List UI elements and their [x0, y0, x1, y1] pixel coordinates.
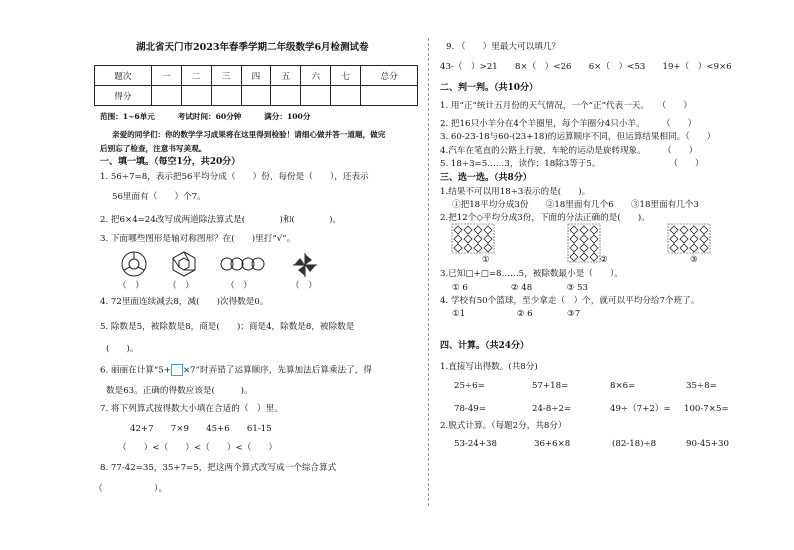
answer-paren[interactable]: （ ） — [291, 281, 317, 291]
intro-line: 亲爱的同学们：你的数学学习成果将在这里得到检验！请细心做并答一道题，做完 — [112, 130, 386, 139]
question-5: 5. 除数是5，被除数是8，商是( )；商是4，除数是8，被除数是 — [100, 322, 355, 332]
score-header-cell: 一 — [151, 66, 181, 86]
question-7: 7. 将下列算式按得数大小填在合适的（ ）里。 — [100, 404, 283, 414]
section-4-title: 四、计算。（共24分） — [440, 341, 530, 351]
question-8-cont[interactable]: （ ）。 — [94, 484, 168, 494]
judge-item: 4.汽车在笔直的公路上行驶，车轮的运动是旋转现象。 （ ） — [440, 146, 698, 156]
score-table-header-row — [95, 66, 418, 86]
column-divider — [428, 38, 430, 506]
question-1-cont: 56里面有（ ）个7。 — [112, 192, 206, 202]
diamond-shape — [680, 226, 688, 234]
blank-box-icon — [171, 364, 183, 376]
calc-item: 100-7×5= — [684, 404, 729, 414]
score-table — [94, 65, 418, 106]
question-2: 2. 把6×4=24改写成两道除法算式是( )和( )。 — [100, 215, 342, 225]
judge-item: 1. 用“正”统计五月份的天气情况，一个“正”代表一天。 （ ） — [440, 101, 692, 111]
score-cell[interactable] — [361, 86, 418, 106]
diamond-shape — [484, 226, 492, 234]
exam-info: 范围：1~6单元 考试时间：60分钟 满分：100分 — [100, 112, 311, 121]
diamond-shape — [570, 235, 578, 243]
circle-trisected-icon — [120, 250, 148, 278]
diamond-shape — [570, 253, 578, 261]
question-8: 8. 77-42=35，35+7=5，把这两个算式改写成一个综合算式 — [100, 463, 337, 473]
calc-item: 25÷6= — [454, 381, 485, 391]
answer-paren[interactable]: （ ） — [118, 281, 144, 291]
diamond-shape — [464, 226, 472, 234]
diamond-shape — [590, 235, 598, 243]
calc-item: 24-8÷2= — [532, 404, 572, 414]
diamond-shape — [690, 235, 698, 243]
diamond-shape — [474, 244, 482, 252]
section-3-title: 三、选一选。（共8分） — [440, 173, 532, 183]
question-3: 3. 下面哪些图形是轴对称图形？在( )里打“√”。 — [100, 234, 296, 244]
calc-item: 8×6= — [610, 381, 636, 391]
choice-options: ① 6 ② 48 ③ 53 — [452, 283, 588, 293]
judge-item: 3. 60-23-18与60-(23+18)的运算顺序不同，但运算结果相同。（ ） — [440, 132, 716, 142]
score-header-cell: 六 — [301, 66, 331, 86]
option-label: ② — [600, 255, 608, 265]
diamond-shape — [580, 226, 588, 234]
diamond-shape — [580, 253, 588, 261]
diamond-shape — [690, 244, 698, 252]
score-cell[interactable] — [181, 86, 211, 106]
diamond-shape — [454, 235, 462, 243]
group-outline — [668, 224, 710, 253]
calc-item: 35÷8= — [686, 381, 717, 391]
diamond-shape — [474, 226, 482, 234]
calc-item: 78-49= — [454, 404, 486, 414]
question-1: 1. 56÷7=8，表示把56平均分成（ ）份，每份是（ ），还表示 — [100, 172, 369, 182]
diamond-shape — [570, 244, 578, 252]
calc-item: 57+18= — [532, 381, 569, 391]
calc-item: 36+6×8 — [534, 439, 571, 449]
score-header-cell: 二 — [181, 66, 211, 86]
judge-item: 2. 把16只小羊分在4个羊圈里，每个羊圈分4只小羊。 （ ） — [440, 119, 697, 129]
choice-question-4: 4. 学校有50个篮球，至少拿走（ ）个，就可以平均分给7个班了。 — [440, 296, 700, 306]
score-header-cell: 七 — [331, 66, 361, 86]
calc-item: 49÷（7+2）= — [610, 404, 671, 414]
page-title: 湖北省天门市2023年春季学期二年级数学6月检测试卷 — [136, 42, 369, 53]
option-label: ③ — [690, 255, 698, 265]
diamond-shape — [580, 235, 588, 243]
choice-question-3: 3.已知□+□=8……5，被除数最小是（ ）。 — [440, 269, 623, 279]
diamond-shape — [570, 226, 578, 234]
diamond-shape — [700, 235, 708, 243]
diamond-shape — [474, 235, 482, 243]
diamond-shape — [700, 226, 708, 234]
diamond-group-3-icon — [666, 222, 736, 272]
question-6 — [100, 364, 372, 376]
diamond-shape — [700, 244, 708, 252]
question-5-cont: ( )。 — [106, 344, 139, 354]
group-outline — [452, 224, 494, 253]
diamond-shape — [464, 235, 472, 243]
score-header-cell: 四 — [241, 66, 271, 86]
score-table-score-row — [95, 86, 418, 106]
diamond-shape — [590, 244, 598, 252]
score-header-cell: 题次 — [95, 66, 152, 86]
score-header-cell: 五 — [271, 66, 301, 86]
choice-question-1: 1.结果不可以用18÷3表示的是( )。 — [440, 187, 591, 197]
question-6-text: ×7”时弄错了运算顺序，先算加法后算乘法了，得 — [182, 365, 372, 376]
score-cell[interactable] — [301, 86, 331, 106]
diamond-shape — [484, 235, 492, 243]
question-7-expressions: 42+7 7×9 45+6 61-15 — [130, 424, 272, 434]
question-6-text: 6. 丽丽在计算“5+ — [100, 365, 171, 376]
score-header-cell: 总分 — [361, 66, 418, 86]
diamond-shape — [670, 226, 678, 234]
score-cell[interactable] — [271, 86, 301, 106]
judge-item: 5. 18÷3=5……3，读作：18除3等于5。 （ ） — [440, 159, 704, 169]
score-cell[interactable] — [331, 86, 361, 106]
calc-item: (82-18)÷8 — [612, 439, 657, 449]
diamond-shape — [454, 244, 462, 252]
question-4: 4. 72里面连续减去8，减( )次得数是0。 — [100, 297, 269, 307]
option-label: ① — [482, 255, 490, 265]
diamond-shape — [680, 244, 688, 252]
diamond-shape — [590, 253, 598, 261]
section-1-title: 一、填一填。（每空1分，共20分） — [100, 157, 241, 167]
question-7-compare[interactable]: （ ）<（ ）<（ ）<（ ） — [118, 443, 278, 453]
diamond-shape — [590, 226, 598, 234]
calc-item: 90-45+30 — [686, 439, 729, 449]
choice-options: ①1 ② 6 ③7 — [452, 309, 581, 319]
calc-item: 53-24+38 — [454, 439, 497, 449]
diamond-shape — [670, 235, 678, 243]
score-cell[interactable] — [241, 86, 271, 106]
calc-subtitle: 1.直接写出得数。(共8分) — [440, 362, 538, 372]
calc-subtitle: 2.脱式计算。（每题2分，共8分） — [440, 421, 567, 431]
score-cell[interactable] — [151, 86, 181, 106]
intro-line: 后别忘了检查，注意书写美观。 — [100, 144, 207, 153]
pinwheel-icon — [290, 250, 320, 280]
diamond-shape — [680, 235, 688, 243]
score-header-cell: 三 — [211, 66, 241, 86]
section-2-title: 二、判一判。（共10分） — [440, 83, 539, 93]
diamond-shape — [454, 226, 462, 234]
hexagon-pinwheel-icon — [170, 250, 198, 278]
four-circles-icon — [220, 256, 266, 272]
answer-paren[interactable]: （ ） — [226, 281, 252, 291]
diamond-shape — [690, 226, 698, 234]
diamond-shape — [484, 244, 492, 252]
question-6-cont: 数是63。正确的得数应该是( )。 — [106, 386, 253, 396]
question-9: 9. （ ）里最大可以填几？ — [446, 42, 561, 52]
score-cell[interactable] — [211, 86, 241, 106]
score-row-label: 得分 — [95, 86, 152, 106]
answer-paren[interactable]: （ ） — [168, 281, 194, 291]
diamond-shape — [580, 244, 588, 252]
choice-question-2: 2.把12个◇平均分成3份，下面的分法正确的是( )。 — [440, 213, 650, 223]
diamond-shape — [464, 244, 472, 252]
question-9-items: 43-（ ）>21 8×（ ）<26 6×（ ）<53 19+（ ）<9×6 — [440, 62, 732, 72]
choice-options: ①把18平均分成3份 ②18里面有几个6 ③18里面有几个3 — [452, 200, 699, 210]
diamond-shape — [670, 244, 678, 252]
